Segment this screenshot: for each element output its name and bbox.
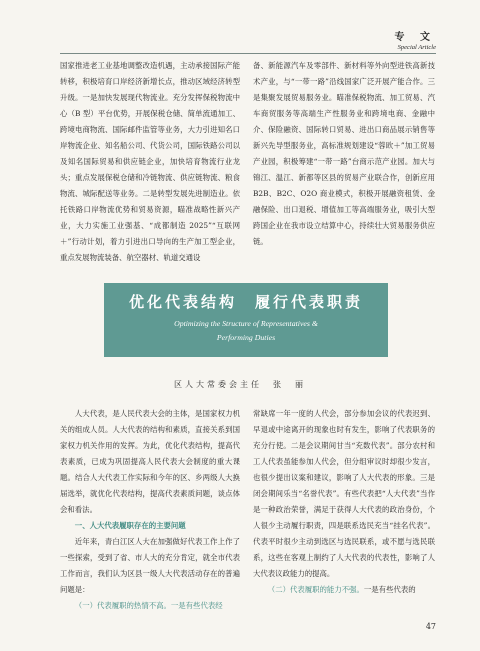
column-name-en: Special Article <box>397 44 436 51</box>
article-title: 优化代表结构 履行代表职责 <box>128 293 363 311</box>
section-paragraph: 近年来，青白江区人大在加强做好代表工作上作了一些探索，受到了省、市人大的充分肯定，就全市代表工作而言，我们认为区县一级人大代表活动存在的普遍问题是： <box>60 537 240 594</box>
top-left-column <box>60 58 240 266</box>
top-right-paragraph: 备、新能源汽车及零部件、新材料等外向型进铁高新技术产业，与“一带一路”沿线国家广泛开展产能合作。三是集聚发展贸易服务业。瞄准保税物流、加工贸易、汽车商贸服务等高端生产性服务业和跨境电商、金融中介、保险融资、国际转口贸易、进出口商品展示销售等新兴先导型服务业，高标准规划建设“蓉欧＋”加工贸易产业园，积极筹建“一带一路”台商示范产业园。加大与锦江、温江、新都等区县的贸易产业联合作，创新应用 B2B、B2C、O2O 商业模式，积极开展融资租赁、金融保险、出口退税、增值加工等高端服务业，吸引大型跨国企业在我市设立结算中心，持续壮大贸易服务供应链。 <box>253 61 435 246</box>
page-number: 47 <box>425 622 436 631</box>
article-subtitle-line1: Optimizing the Structure of Representatives & <box>174 319 318 328</box>
header-divider <box>60 53 436 54</box>
top-left-paragraph: 国家推进老工业基地调整改造机遇，主动承接国际产能转移，积极培育口岸经济新增长点，推动区域经济转型升级。一是加快发展现代物流业。充分发挥保税物流中心（B 型）平台优势，开展保税仓储、简单流通加工、跨境电商物流、国际邮件监管等业务，大力引进知名口岸物流企业、知名船公司、代货公司，国际铁路公司以及知名国际贸易和供应链企业，加快培育物流行业龙头；重点发展保税仓储和冷链物流、供应链物流、粮食物流、城际配送等业务。二是转型发展先进制造业。依托铁路口岸物流优势和贸易资源，瞄准战略性新兴产业，大力实施工业强基、“成都制造 2025”“互联网＋”行动计划，着力引进出口导向的生产加工型企业，重点发展物流装备、航空器材、轨道交通设 <box>60 61 240 262</box>
bottom-right-column <box>253 406 435 598</box>
section-heading: 一、人大代表履职存在的主要问题 <box>74 521 186 530</box>
continued-paragraph: 常缺席一年一度的人代会，部分参加会议的代表迟到、早退或中途离开的现象也时有发生，影响了代表职务的充分行使。二是会议期间甘当“充数代表”。部分农村和工人代表虽能参加人代会，但分组审议时却很少发言，也很少提出议案和建议，影响了人大代表的形象。三是闭会期间乐当“名誉代表”。有些代表把“人大代表”当作是一种政治荣誉，满足于获得人大代表的政治身份，个人很少主动履行职责，四是联系选民充当“挂名代表”。代表平时很少主动到选区与选民联系，或不愿与选民联系，这些在客观上制约了人大代表的代表性，影响了人大代表议政能力的提高。 <box>253 409 435 578</box>
subsection-heading-2 <box>253 582 435 598</box>
subsection-heading-2-tail: 一是有些代表的 <box>363 585 416 594</box>
subsection-heading-1: （一）代表履职的热情不高。一是有些代表经 <box>74 601 223 610</box>
article-title-banner <box>104 283 388 357</box>
article-subtitle-line2: Performing Duties <box>216 333 276 342</box>
bottom-left-column <box>60 406 240 614</box>
intro-paragraph: 人大代表，是人民代表大会的主体，是国家权力机关的组成人员。人大代表的结构和素质，直接关系到国家权力机关作用的发挥。为此，优化代表结构，提高代表素质，已成为巩固提高人民代表大会制度的重大课题。结合人大代表工作实际和今年的区、乡两级人大换届选举，就优化代表结构，提高代表素质问题，谈点体会和看法。 <box>60 409 240 514</box>
article-author: 区人大常委会主任 张 丽 <box>174 380 306 389</box>
subsection-heading-2-label: （二）代表履职的能力不强。 <box>267 585 364 594</box>
top-right-column <box>253 58 435 250</box>
page-header <box>395 28 436 51</box>
column-name: 专 文 <box>394 32 436 43</box>
